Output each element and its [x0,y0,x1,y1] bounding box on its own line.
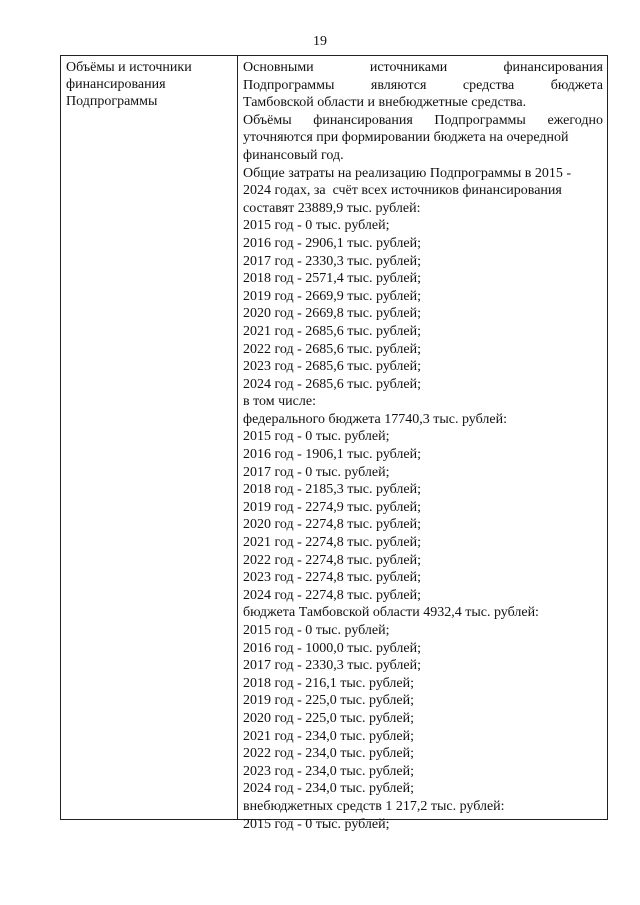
label-line: Объёмы и источники [66,60,192,75]
text-line: 2024 годах, за счёт всех источников финансирования [243,183,562,199]
word: средства [462,77,515,93]
text-line: уточняются при формировании бюджета на очередной [243,130,569,146]
year-amount-line: 2021 год - 2685,6 тыс. рублей; [243,323,422,339]
text-line: внебюджетных средств 1 217,2 тыс. рублей: [243,798,505,814]
word: источниками [369,60,448,75]
word: являются [370,77,427,93]
year-amount-line: 2024 год - 2274,8 тыс. рублей; [243,587,422,603]
page-number: 19 [313,34,327,49]
year-amount-line: 2022 год - 234,0 тыс. рублей; [243,746,415,762]
year-amount-line: 2018 год - 2571,4 тыс. рублей; [243,271,422,287]
year-amount-line: 2016 год - 1000,0 тыс. рублей; [243,640,422,656]
year-amount-line: 2022 год - 2274,8 тыс. рублей; [243,552,422,568]
text-line: федерального бюджета 17740,3 тыс. рублей: [243,411,507,427]
justified-line [243,77,603,95]
year-amount-line: 2015 год - 0 тыс. рублей; [243,623,390,638]
year-amount-line: 2017 год - 2330,3 тыс. рублей; [243,658,422,674]
year-amount-line: 2018 год - 2185,3 тыс. рублей; [243,482,422,498]
total-years-list [243,217,603,393]
extra-years-list [243,816,603,834]
year-amount-line: 2017 год - 2330,3 тыс. рублей; [243,253,422,269]
word: финансирования [503,60,603,75]
label-line: Подпрограммы [66,94,158,109]
word: Подпрограммы [243,77,335,93]
year-amount-line: 2023 год - 2274,8 тыс. рублей; [243,570,422,586]
text-line: в том числе: [243,394,316,410]
justified-line [243,59,603,77]
year-amount-line: 2019 год - 225,0 тыс. рублей; [243,693,415,709]
word: Объёмы [243,112,292,128]
word: Основными [243,60,314,75]
text-line: Общие затраты на реализацию Подпрограммы в 2015 - [243,165,572,181]
word: ежегодно [547,112,603,128]
justified-line [243,112,603,130]
year-amount-line: 2020 год - 2274,8 тыс. рублей; [243,517,422,533]
word: финансирования [313,112,413,128]
year-amount-line: 2021 год - 234,0 тыс. рублей; [243,728,415,744]
year-amount-line: 2021 год - 2274,8 тыс. рублей; [243,535,422,551]
year-amount-line: 2019 год - 2274,9 тыс. рублей; [243,499,422,515]
year-amount-line: 2019 год - 2669,9 тыс. рублей; [243,288,422,304]
year-amount-line: 2024 год - 234,0 тыс. рублей; [243,781,415,797]
text-line: Тамбовской области и внебюджетные средства. [243,95,527,111]
year-amount-line: 2020 год - 2669,8 тыс. рублей; [243,306,422,322]
word: Подпрограммы [434,112,526,128]
year-amount-line: 2017 год - 0 тыс. рублей; [243,464,390,480]
year-amount-line: 2024 год - 2685,6 тыс. рублей; [243,376,422,392]
word: бюджета [550,77,603,93]
text-line: бюджета Тамбовской области 4932,4 тыс. рублей: [243,605,539,621]
year-amount-line: 2023 год - 234,0 тыс. рублей; [243,763,415,779]
year-amount-line: 2015 год - 0 тыс. рублей; [243,218,390,234]
year-amount-line: 2023 год - 2685,6 тыс. рублей; [243,359,422,375]
year-amount-line: 2015 год - 0 тыс. рублей; [243,429,390,445]
regional-years-list [243,622,603,798]
text-line: финансовый год. [243,147,344,163]
financing-table [60,55,608,832]
table-label-cell [61,56,238,819]
year-amount-line: 2020 год - 225,0 тыс. рублей; [243,710,415,726]
year-amount-line: 2022 год - 2685,6 тыс. рублей; [243,341,422,357]
year-amount-line: 2018 год - 216,1 тыс. рублей; [243,675,415,691]
year-amount-line: 2016 год - 1906,1 тыс. рублей; [243,447,422,463]
year-amount-line: 2015 год - 0 тыс. рублей; [243,816,390,832]
table-content-cell [238,56,607,832]
year-amount-line: 2016 год - 2906,1 тыс. рублей; [243,235,422,251]
text-line: составят 23889,9 тыс. рублей: [243,200,421,216]
label-line: финансирования [66,77,166,92]
federal-years-list [243,428,603,604]
